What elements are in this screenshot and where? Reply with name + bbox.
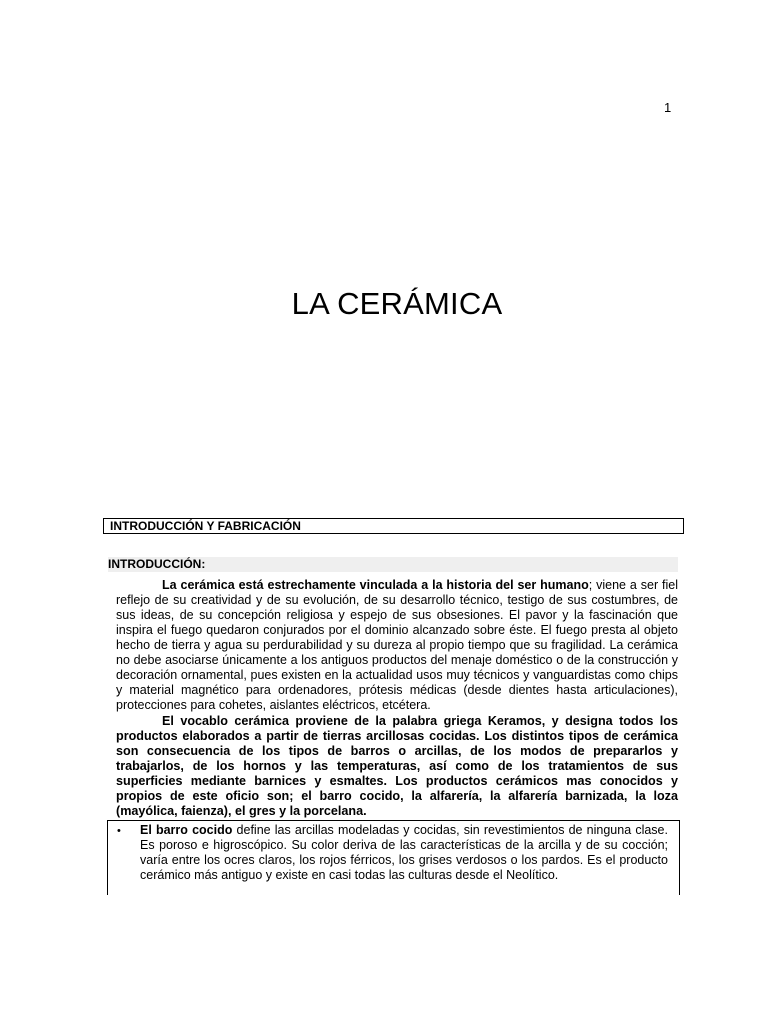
etymology-text: El vocablo cerámica proviene de la palabra griega Keramos, y designa todos los productos elaborados a partir de tierras arcillosas cocidas. Los distintos tipos de cerámica son consecuencia de los tipos de barros o arcillas, de los modos de prepararlos y trabajarlos, de los hornos y las temperaturas, así como de los tratamientos de sus superficies mediante barnices y esmaltes. Los productos cerámicos mas conocidos y propios de este oficio son; el barro cocido, la alfarería, la alfarería barnizada, la loza (mayólica, faienza), el gres y la porcelana. xyxy=(116,714,678,818)
page-number: 1 xyxy=(664,100,672,115)
list-item-description: define las arcillas modeladas y cocidas, sin revestimientos de ninguna clase. Es poroso e higroscópico. Su color deriva de las características de la arcilla y de su cocción; varía entre los ocres claros, los rojos férricos, los grises verdosos o los pardos. Es el producto cerámico más antiguo y existe en casi todas las culturas desde el Neolítico. xyxy=(140,823,668,882)
list-item-term: El barro cocido xyxy=(140,823,233,837)
list-box xyxy=(107,820,680,895)
bullet-icon: • xyxy=(117,825,121,837)
sub-heading: INTRODUCCIÓN: xyxy=(108,557,678,572)
section-heading-box: INTRODUCCIÓN Y FABRICACIÓN xyxy=(103,518,684,534)
document-title: LA CERÁMICA xyxy=(291,286,503,321)
intro-paragraph xyxy=(116,578,678,713)
intro-lead-text: La cerámica está estrechamente vinculada a la historia del ser humano xyxy=(162,578,589,592)
etymology-paragraph xyxy=(116,714,678,819)
list-item-text xyxy=(140,823,668,883)
intro-body-text: ; viene a ser fiel reflejo de su creatividad y de su evolución, de su desarrollo técnico, testigo de sus costumbres, de sus ideas, de su concepción religiosa y espejo de sus obsesiones. El pavor y la fascinación que inspira el fuego quedaron conjurados por el dominio alcanzado sobre éste. El fuego presta al objeto hecho de tierra y agua su perdurabilidad y su dureza al propio tiempo que su fragilidad. La cerámica no debe asociarse únicamente a los antiguos productos del menaje doméstico o de la construcción y decoración ornamental, pues existen en la actualidad usos muy técnicos y vanguardistas como chips y material magnético para ordenadores, prótesis médicas (desde dientes hasta articulaciones), protecciones para cohetes, aislantes eléctricos, etcétera. xyxy=(116,578,679,712)
